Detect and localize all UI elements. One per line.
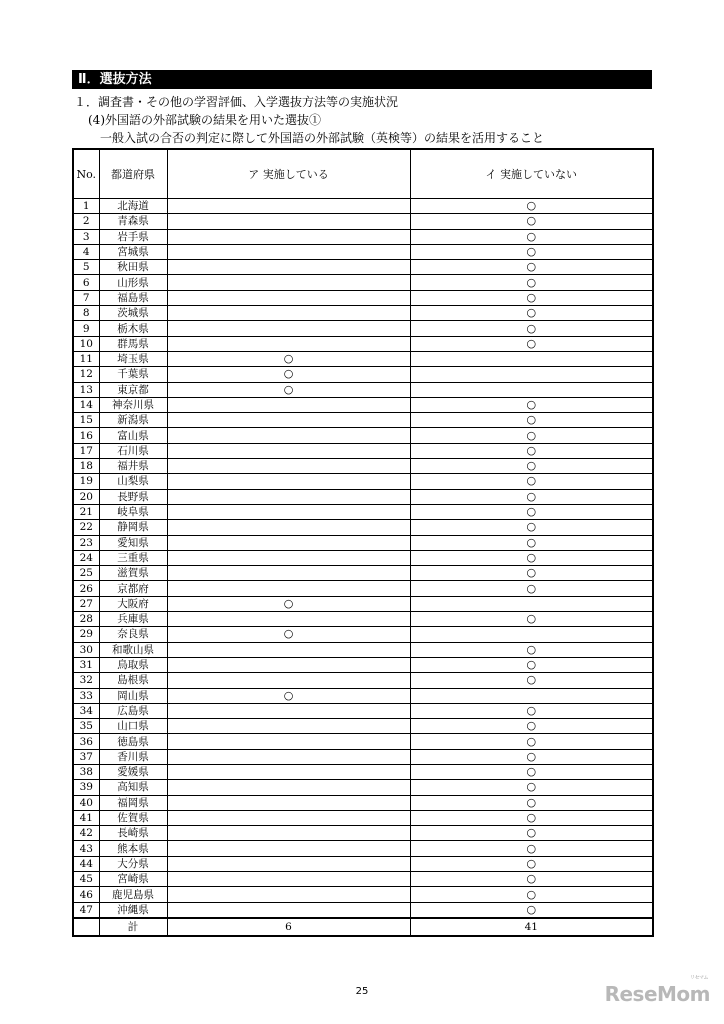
table-row — [73, 657, 653, 672]
logo-ruby: リセマム — [690, 975, 708, 981]
row-not-implemented-mark: ○ — [410, 734, 653, 749]
header-no: No. — [73, 149, 99, 199]
row-not-implemented-mark: ○ — [410, 581, 653, 596]
row-no: 21 — [73, 504, 99, 519]
row-implemented-mark — [167, 306, 410, 321]
table-row — [73, 474, 653, 489]
row-implemented-mark — [167, 872, 410, 887]
table-row — [73, 764, 653, 779]
row-no: 22 — [73, 520, 99, 535]
row-no: 13 — [73, 382, 99, 397]
table-header-row — [73, 149, 653, 199]
row-not-implemented-mark — [410, 688, 653, 703]
row-not-implemented-mark: ○ — [410, 719, 653, 734]
table-row — [73, 504, 653, 519]
row-implemented-mark — [167, 474, 410, 489]
row-prefecture: 兵庫県 — [99, 612, 167, 627]
row-not-implemented-mark: ○ — [410, 520, 653, 535]
row-prefecture: 奈良県 — [99, 627, 167, 642]
table-row — [73, 535, 653, 550]
table-row — [73, 260, 653, 275]
row-prefecture: 宮崎県 — [99, 872, 167, 887]
table-row — [73, 780, 653, 795]
row-not-implemented-mark: ○ — [410, 199, 653, 214]
row-not-implemented-mark: ○ — [410, 535, 653, 550]
row-no: 7 — [73, 290, 99, 305]
row-implemented-mark — [167, 719, 410, 734]
table-row — [73, 703, 653, 718]
row-no: 6 — [73, 275, 99, 290]
row-implemented-mark — [167, 520, 410, 535]
row-no: 20 — [73, 489, 99, 504]
row-no: 29 — [73, 627, 99, 642]
table-row — [73, 459, 653, 474]
row-prefecture: 島根県 — [99, 673, 167, 688]
row-implemented-mark — [167, 275, 410, 290]
row-prefecture: 山梨県 — [99, 474, 167, 489]
table-row — [73, 688, 653, 703]
row-implemented-mark — [167, 566, 410, 581]
table-row — [73, 902, 653, 918]
row-no: 26 — [73, 581, 99, 596]
table-row — [73, 290, 653, 305]
table-row — [73, 321, 653, 336]
row-not-implemented-mark — [410, 351, 653, 366]
row-no: 44 — [73, 856, 99, 871]
row-no: 38 — [73, 764, 99, 779]
row-implemented-mark — [167, 764, 410, 779]
row-implemented-mark — [167, 535, 410, 550]
row-implemented-mark: ○ — [167, 596, 410, 611]
row-implemented-mark: ○ — [167, 688, 410, 703]
row-prefecture: 徳島県 — [99, 734, 167, 749]
row-implemented-mark — [167, 902, 410, 918]
row-no: 33 — [73, 688, 99, 703]
row-prefecture: 青森県 — [99, 214, 167, 229]
logo-text: ReseMom — [604, 982, 710, 1006]
row-not-implemented-mark: ○ — [410, 397, 653, 412]
row-not-implemented-mark — [410, 382, 653, 397]
row-not-implemented-mark: ○ — [410, 566, 653, 581]
total-blank — [73, 918, 99, 936]
row-not-implemented-mark: ○ — [410, 642, 653, 657]
row-not-implemented-mark: ○ — [410, 673, 653, 688]
row-prefecture: 東京都 — [99, 382, 167, 397]
table-row — [73, 596, 653, 611]
row-no: 16 — [73, 428, 99, 443]
row-no: 40 — [73, 795, 99, 810]
table-row — [73, 336, 653, 351]
row-prefecture: 京都府 — [99, 581, 167, 596]
row-no: 41 — [73, 810, 99, 825]
row-prefecture: 鹿児島県 — [99, 887, 167, 902]
row-not-implemented-mark: ○ — [410, 443, 653, 458]
table-row — [73, 887, 653, 902]
row-implemented-mark — [167, 214, 410, 229]
row-not-implemented-mark — [410, 596, 653, 611]
row-implemented-mark — [167, 459, 410, 474]
row-prefecture: 栃木県 — [99, 321, 167, 336]
total-row — [73, 918, 653, 936]
row-implemented-mark — [167, 199, 410, 214]
row-implemented-mark — [167, 336, 410, 351]
row-not-implemented-mark: ○ — [410, 504, 653, 519]
table-row — [73, 673, 653, 688]
table-row — [73, 199, 653, 214]
row-implemented-mark — [167, 550, 410, 565]
row-no: 2 — [73, 214, 99, 229]
row-prefecture: 新潟県 — [99, 413, 167, 428]
row-no: 5 — [73, 260, 99, 275]
total-not-implemented: 41 — [410, 918, 653, 936]
table-row — [73, 749, 653, 764]
row-implemented-mark — [167, 229, 410, 244]
row-not-implemented-mark: ○ — [410, 260, 653, 275]
row-implemented-mark — [167, 780, 410, 795]
table-row — [73, 642, 653, 657]
row-not-implemented-mark: ○ — [410, 826, 653, 841]
row-not-implemented-mark — [410, 627, 653, 642]
row-implemented-mark: ○ — [167, 627, 410, 642]
table-row — [73, 734, 653, 749]
row-no: 36 — [73, 734, 99, 749]
row-not-implemented-mark: ○ — [410, 657, 653, 672]
row-implemented-mark — [167, 657, 410, 672]
table-row — [73, 826, 653, 841]
row-not-implemented-mark: ○ — [410, 749, 653, 764]
row-implemented-mark — [167, 413, 410, 428]
table-row — [73, 275, 653, 290]
section-title: Ⅱ．選抜方法 — [72, 70, 652, 89]
row-prefecture: 鳥取県 — [99, 657, 167, 672]
row-implemented-mark — [167, 489, 410, 504]
subtitle-description: 一般入試の合否の判定に際して外国語の外部試験（英検等）の結果を活用すること — [100, 131, 545, 145]
row-no: 46 — [73, 887, 99, 902]
row-prefecture: 滋賀県 — [99, 566, 167, 581]
row-implemented-mark — [167, 734, 410, 749]
row-prefecture: 石川県 — [99, 443, 167, 458]
table-row — [73, 382, 653, 397]
row-prefecture: 神奈川県 — [99, 397, 167, 412]
row-no: 45 — [73, 872, 99, 887]
row-no: 1 — [73, 199, 99, 214]
row-not-implemented-mark: ○ — [410, 321, 653, 336]
row-prefecture: 富山県 — [99, 428, 167, 443]
table-row — [73, 244, 653, 259]
row-implemented-mark: ○ — [167, 351, 410, 366]
header-prefecture: 都道府県 — [99, 149, 167, 199]
row-no: 39 — [73, 780, 99, 795]
row-not-implemented-mark: ○ — [410, 612, 653, 627]
resemom-logo — [604, 975, 710, 1006]
subtitle-survey-heading: １．調査書・その他の学習評価、入学選抜方法等の実施状況 — [74, 95, 399, 109]
row-implemented-mark — [167, 673, 410, 688]
row-implemented-mark — [167, 244, 410, 259]
subtitle-external-exam: (4)外国語の外部試験の結果を用いた選抜① — [88, 113, 321, 127]
row-implemented-mark — [167, 810, 410, 825]
row-prefecture: 佐賀県 — [99, 810, 167, 825]
row-no: 9 — [73, 321, 99, 336]
row-implemented-mark — [167, 428, 410, 443]
row-prefecture: 千葉県 — [99, 367, 167, 382]
row-not-implemented-mark: ○ — [410, 428, 653, 443]
row-prefecture: 三重県 — [99, 550, 167, 565]
row-no: 27 — [73, 596, 99, 611]
row-not-implemented-mark: ○ — [410, 703, 653, 718]
row-prefecture: 山口県 — [99, 719, 167, 734]
row-prefecture: 宮城県 — [99, 244, 167, 259]
row-prefecture: 高知県 — [99, 780, 167, 795]
table-row — [73, 719, 653, 734]
row-prefecture: 和歌山県 — [99, 642, 167, 657]
row-prefecture: 岐阜県 — [99, 504, 167, 519]
table-row — [73, 872, 653, 887]
row-implemented-mark — [167, 826, 410, 841]
header-not-implemented: イ 実施していない — [410, 149, 653, 199]
row-not-implemented-mark: ○ — [410, 336, 653, 351]
row-prefecture: 長崎県 — [99, 826, 167, 841]
row-implemented-mark — [167, 443, 410, 458]
row-implemented-mark — [167, 749, 410, 764]
table-row — [73, 351, 653, 366]
row-implemented-mark — [167, 260, 410, 275]
row-no: 4 — [73, 244, 99, 259]
row-not-implemented-mark: ○ — [410, 780, 653, 795]
row-prefecture: 愛媛県 — [99, 764, 167, 779]
row-not-implemented-mark: ○ — [410, 841, 653, 856]
row-no: 11 — [73, 351, 99, 366]
table-row — [73, 367, 653, 382]
row-not-implemented-mark: ○ — [410, 244, 653, 259]
row-implemented-mark — [167, 397, 410, 412]
prefecture-table — [72, 148, 654, 937]
row-no: 14 — [73, 397, 99, 412]
table-row — [73, 520, 653, 535]
table-row — [73, 428, 653, 443]
row-not-implemented-mark: ○ — [410, 214, 653, 229]
table-row — [73, 581, 653, 596]
table-row — [73, 841, 653, 856]
row-not-implemented-mark: ○ — [410, 872, 653, 887]
row-no: 37 — [73, 749, 99, 764]
row-implemented-mark — [167, 841, 410, 856]
row-no: 10 — [73, 336, 99, 351]
row-no: 32 — [73, 673, 99, 688]
table-row — [73, 413, 653, 428]
table-row — [73, 489, 653, 504]
table-row — [73, 856, 653, 871]
table-row — [73, 627, 653, 642]
row-no: 42 — [73, 826, 99, 841]
row-implemented-mark — [167, 321, 410, 336]
row-prefecture: 秋田県 — [99, 260, 167, 275]
row-implemented-mark — [167, 581, 410, 596]
row-prefecture: 熊本県 — [99, 841, 167, 856]
table-row — [73, 229, 653, 244]
row-no: 34 — [73, 703, 99, 718]
row-no: 23 — [73, 535, 99, 550]
row-prefecture: 茨城県 — [99, 306, 167, 321]
row-prefecture: 広島県 — [99, 703, 167, 718]
total-implemented: 6 — [167, 918, 410, 936]
row-implemented-mark: ○ — [167, 367, 410, 382]
row-prefecture: 岩手県 — [99, 229, 167, 244]
row-implemented-mark — [167, 642, 410, 657]
row-not-implemented-mark: ○ — [410, 856, 653, 871]
row-no: 15 — [73, 413, 99, 428]
row-implemented-mark — [167, 887, 410, 902]
row-prefecture: 福島県 — [99, 290, 167, 305]
row-no: 3 — [73, 229, 99, 244]
row-not-implemented-mark: ○ — [410, 810, 653, 825]
table-row — [73, 443, 653, 458]
row-not-implemented-mark: ○ — [410, 887, 653, 902]
row-prefecture: 香川県 — [99, 749, 167, 764]
row-not-implemented-mark: ○ — [410, 290, 653, 305]
row-not-implemented-mark: ○ — [410, 275, 653, 290]
row-prefecture: 山形県 — [99, 275, 167, 290]
row-no: 17 — [73, 443, 99, 458]
row-no: 31 — [73, 657, 99, 672]
row-prefecture: 大阪府 — [99, 596, 167, 611]
row-no: 43 — [73, 841, 99, 856]
row-no: 28 — [73, 612, 99, 627]
table-row — [73, 214, 653, 229]
row-no: 24 — [73, 550, 99, 565]
row-not-implemented-mark: ○ — [410, 413, 653, 428]
row-prefecture: 群馬県 — [99, 336, 167, 351]
row-no: 35 — [73, 719, 99, 734]
row-not-implemented-mark: ○ — [410, 795, 653, 810]
table-row — [73, 810, 653, 825]
row-prefecture: 北海道 — [99, 199, 167, 214]
row-not-implemented-mark — [410, 367, 653, 382]
row-implemented-mark — [167, 612, 410, 627]
row-no: 30 — [73, 642, 99, 657]
row-prefecture: 福井県 — [99, 459, 167, 474]
row-prefecture: 大分県 — [99, 856, 167, 871]
row-no: 8 — [73, 306, 99, 321]
row-prefecture: 沖縄県 — [99, 902, 167, 918]
row-implemented-mark — [167, 504, 410, 519]
header-implemented: ア 実施している — [167, 149, 410, 199]
row-not-implemented-mark: ○ — [410, 229, 653, 244]
page-number: 25 — [355, 986, 369, 997]
row-no: 47 — [73, 902, 99, 918]
row-not-implemented-mark: ○ — [410, 550, 653, 565]
row-no: 18 — [73, 459, 99, 474]
row-prefecture: 静岡県 — [99, 520, 167, 535]
row-implemented-mark — [167, 290, 410, 305]
table-row — [73, 612, 653, 627]
row-prefecture: 福岡県 — [99, 795, 167, 810]
table-row — [73, 306, 653, 321]
table-row — [73, 550, 653, 565]
row-not-implemented-mark: ○ — [410, 474, 653, 489]
row-no: 19 — [73, 474, 99, 489]
row-implemented-mark: ○ — [167, 382, 410, 397]
table-row — [73, 795, 653, 810]
row-prefecture: 愛知県 — [99, 535, 167, 550]
row-not-implemented-mark: ○ — [410, 459, 653, 474]
row-prefecture: 埼玉県 — [99, 351, 167, 366]
row-implemented-mark — [167, 856, 410, 871]
table-row — [73, 397, 653, 412]
row-implemented-mark — [167, 795, 410, 810]
total-label: 計 — [99, 918, 167, 936]
row-not-implemented-mark: ○ — [410, 489, 653, 504]
row-prefecture: 長野県 — [99, 489, 167, 504]
row-no: 12 — [73, 367, 99, 382]
row-no: 25 — [73, 566, 99, 581]
row-not-implemented-mark: ○ — [410, 306, 653, 321]
table-row — [73, 566, 653, 581]
row-implemented-mark — [167, 703, 410, 718]
row-prefecture: 岡山県 — [99, 688, 167, 703]
row-not-implemented-mark: ○ — [410, 902, 653, 918]
row-not-implemented-mark: ○ — [410, 764, 653, 779]
